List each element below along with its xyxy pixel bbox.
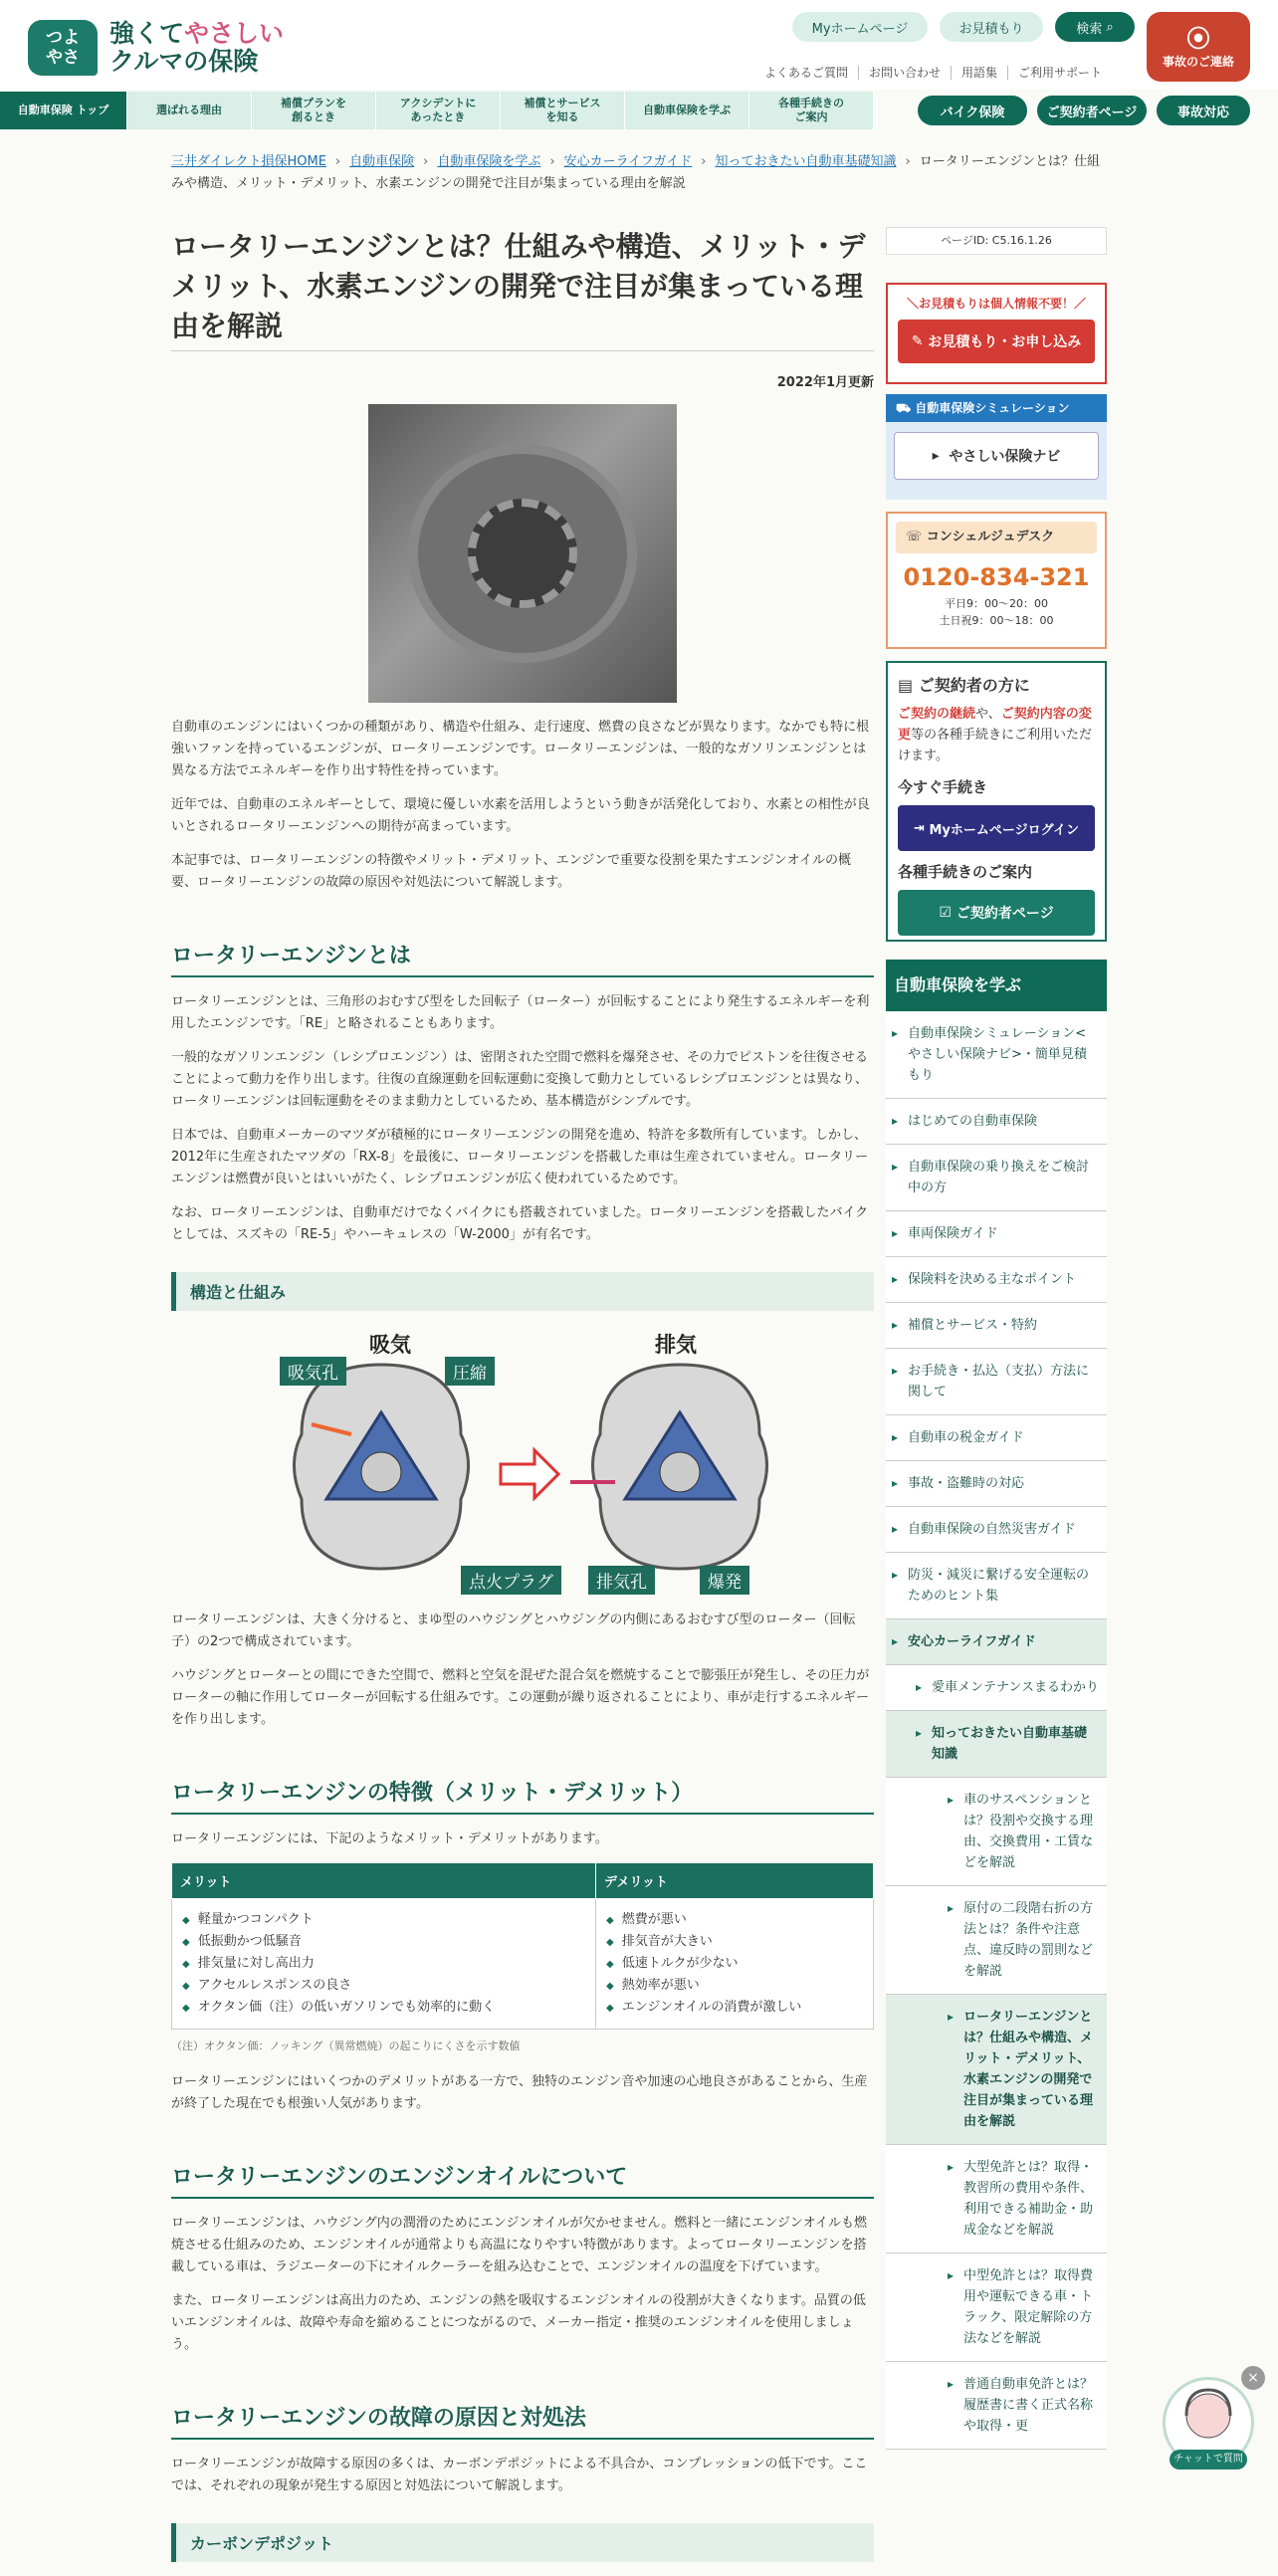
diagram-exhaust-title: 排気	[655, 1333, 697, 1357]
learn-item-switch[interactable]: ▸ 自動車保険の乗り換えをご検討中の方	[886, 1145, 1107, 1211]
basics-item-medium-license[interactable]: ▸ 中型免許とは？取得費用や運転できる車・トラック、限定解除の方法などを解説	[886, 2254, 1107, 2362]
faq-link[interactable]: よくあるご質問	[764, 66, 849, 80]
intro-paragraph-2: 近年では、自動車のエネルギーとして、環境に優しい水素を活用しようという動きが活発化しており、水素との相性が良いとされるロータリーエンジンへの期待が高まっています。	[171, 797, 870, 834]
myhome-button[interactable]: Myホームページ	[792, 12, 928, 42]
diagram-label-exhaust-port: 排気孔	[588, 1566, 655, 1595]
breadcrumb-current: ロータリーエンジンとは？仕組みや構造、メリット・デメリット、水素エンジンの開発で注目が集まっている理由を解説	[171, 154, 1101, 191]
breadcrumb-learn[interactable]: 自動車保険を学ぶ	[437, 154, 541, 169]
demerit-item: ◆ エンジンオイルの消費が激しい	[606, 1997, 863, 2019]
glossary-link[interactable]: 用語集	[951, 66, 1007, 80]
learn-item-tax[interactable]: ▸ 自動車の税金ガイド	[886, 1415, 1107, 1461]
edit-icon: ✎	[911, 333, 929, 349]
simulation-box	[886, 394, 1107, 500]
learn-item-theft[interactable]: ▸ 事故・盗難時の対応	[886, 1461, 1107, 1507]
breadcrumb: 三井ダイレクト損保HOME › 自動車保険 › 自動車保険を学ぶ › 安心カーライフガイド › 知っておきたい自動車基礎知識 › ロータリーエンジンとは？仕組みや構造、メリット・デメリット、水素エンジンの開発で注目が集まっている理由を解説	[171, 154, 1101, 191]
search-button[interactable]	[1055, 12, 1135, 42]
estimate-apply-label: お見積もり・お申し込み	[928, 334, 1082, 350]
nav-item-plan[interactable]: 補償プランを 創るとき	[252, 92, 376, 129]
site-header	[0, 0, 1278, 90]
learn-item-guide[interactable]: ▸ 安心カーライフガイド	[886, 1619, 1107, 1665]
contact-link[interactable]: お問い合わせ	[858, 66, 951, 80]
insurance-navi-label: やさしい保険ナビ	[949, 449, 1061, 465]
estimate-box	[886, 283, 1107, 384]
octane-note: （注）オクタン価：ノッキング（異常燃焼）の起こりにくさを示す数値	[171, 2039, 521, 2052]
what-paragraph-2: 一般的なガソリンエンジン（レシプロエンジン）は、密閉された空間で燃料を爆発させ、その力でピストンを往復させることによって動力を作り出します。往復の直線運動を回転運動に変換して動力としているレシプロエンジンとは異なり、ロータリーエンジンは回転運動をそのまま動力としているため、基本構造がシンプルです。	[171, 1050, 868, 1109]
myhome-login-label: Myホームページログイン	[929, 822, 1079, 838]
features-lead: ロータリーエンジンには、下記のようなメリット・デメリットがあります。	[171, 1831, 608, 1846]
diagram-label-spark-plug: 点火プラグ	[461, 1566, 561, 1595]
learn-item-payment[interactable]: ▸ お手続き・払込（支払）方法に関して	[886, 1349, 1107, 1415]
change-text: ご契約内容の変更	[898, 707, 1092, 743]
learn-item-safety[interactable]: ▸ 防災・減災に繋げる安全運転のためのヒント集	[886, 1553, 1107, 1619]
diagram-label-intake-port: 吸気孔	[280, 1357, 346, 1386]
merit-demerit-table	[171, 1862, 874, 2030]
estimate-caption: ＼お見積もりは個人情報不要！／	[906, 297, 1086, 311]
concierge-label: コンシェルジュデスク	[926, 530, 1055, 544]
engine-diagram-svg	[272, 1325, 773, 1596]
document-icon: ▤	[898, 676, 919, 695]
myhome-login-button[interactable]	[898, 805, 1095, 851]
intro-paragraph-3: 本記事では、ロータリーエンジンの特徴やメリット・デメリット、エンジンで重要な役割を果たすエンジンオイルの概要、ロータリーエンジンの故障の原因や対処法について解説します。	[171, 853, 852, 890]
procedure-guide-heading: 各種手続きのご案内	[898, 863, 1033, 881]
renewal-text: ご契約の継続	[898, 707, 976, 722]
chat-label: チャットで質問	[1170, 2450, 1247, 2469]
breadcrumb-guide[interactable]: 安心カーライフガイド	[563, 154, 693, 169]
phone-number[interactable]: 0120-834-321	[903, 563, 1090, 591]
updated-date: 2022年1月更新	[776, 375, 874, 390]
features-after: ロータリーエンジンにはいくつかのデメリットがある一方で、独特のエンジン音や加速の心地良さがあることから、生産が終了した現在でも根強い人気があります。	[171, 2074, 868, 2111]
policyholder-page-label: ご契約者ページ	[956, 906, 1054, 922]
arrow-right-icon: ▸	[932, 448, 950, 464]
policyholder-text-tail: 等の各種手続きにご利用いただけます。	[898, 728, 1093, 763]
intro-paragraph-1: 自動車のエンジンにはいくつかの種類があり、構造や仕組み、走行速度、燃費の良さなどが異なります。なかでも特に根強いファンを持っているエンジンが、ロータリーエンジンです。ロータリーエンジンは、一般的なガソリンエンジンとは異なる方法でエネルギーを作り出す特性を持っています。	[171, 720, 870, 778]
car-icon: ⛟	[896, 401, 916, 415]
basics-item-suspension[interactable]: ▸ 車のサスペンションとは？役割や交換する理由、交換費用・工賃などを解説	[886, 1778, 1107, 1886]
structure-paragraph-2: ハウジングとローターとの間にできた空間で、燃料と空気を混ぜた混合気を燃焼することで膨張圧が発生し、その圧力がローターの軸に作用してローターが回転する仕組みです。この運動が繰り返されることにより、車が走行するエネルギーを作り出します。	[171, 1668, 870, 1727]
basics-item-moped[interactable]: ▸ 原付の二段階右折の方法とは？条件や注意点、違反時の罰則などを解説	[886, 1886, 1107, 1995]
breadcrumb-basics[interactable]: 知っておきたい自動車基礎知識	[715, 154, 897, 169]
learn-menu-heading: 自動車保険を学ぶ	[886, 960, 1107, 1011]
learn-item-vehicle[interactable]: ▸ 車両保険ガイド	[886, 1211, 1107, 1257]
breadcrumb-auto[interactable]: 自動車保険	[349, 154, 415, 169]
merit-item: ◆ 低振動かつ低騒音	[182, 1931, 585, 1953]
trouble-paragraph: ロータリーエンジンが故障する原因の多くは、カーボンデポジットによる不具合か、コンプレッションの低下です。ここでは、それぞれの現象が発生する原因と対処法について解説します。	[171, 2457, 868, 2493]
diagram-label-explosion: 爆発	[700, 1566, 749, 1595]
basics-item-regular-license[interactable]: ▸ 普通自動車免許とは？履歴書に書く正式名称や取得・更	[886, 2362, 1107, 2450]
basics-item-rotary-current[interactable]: ▸ ロータリーエンジンとは？仕組みや構造、メリット・デメリット、水素エンジンの開発で注目が集まっている理由を解説	[886, 1995, 1107, 2145]
login-icon: ⇥	[914, 820, 930, 836]
what-paragraph-3: 日本では、自動車メーカーのマツダが積極的にロータリーエンジンの開発を進め、特許を多数所有しています。しかし、2012年に生産されたマツダの「RX-8」を最後に、ロータリーエンジンを搭載した車は生産されていません。ロータリーエンジンは燃費が良いとはいいがたく、レシプロエンジンが広く使われているためです。	[171, 1128, 868, 1186]
accident-response-button[interactable]: 事故対応	[1157, 96, 1250, 125]
nav-item-accident[interactable]: アクシデントに あったとき	[376, 92, 501, 129]
operator-avatar-icon	[1166, 2380, 1251, 2450]
learn-item-coverage[interactable]: ▸ 補償とサービス・特約	[886, 1303, 1107, 1349]
demerit-item: ◆ 排気音が大きい	[606, 1931, 863, 1953]
article	[171, 227, 874, 2576]
demerit-item: ◆ 燃費が悪い	[606, 1909, 863, 1931]
what-paragraph-1: ロータリーエンジンとは、三角形のおむすび型をした回転子（ローター）が回転することにより発生するエネルギーを利用したエンジンです。「RE」と略されることもあります。	[171, 994, 870, 1031]
simulation-heading-label: 自動車保険シミュレーション	[915, 401, 1070, 415]
accident-contact-button[interactable]	[1147, 12, 1250, 82]
section-heading-features: ロータリーエンジンの特徴（メリット・デメリット）	[171, 1779, 874, 1815]
nav-item-top[interactable]: 自動車保険 トップ	[0, 92, 127, 129]
brand-name	[109, 20, 284, 76]
weekday-hours: 平日9：00～20：00	[945, 597, 1048, 610]
diagram-intake-title: 吸気	[369, 1333, 411, 1357]
sidebar	[886, 227, 1107, 2450]
brand-line1-a: 強くて	[109, 19, 185, 48]
connector-text: や、	[975, 707, 1001, 722]
merit-item: ◆ 軽量かつコンパクト	[182, 1909, 585, 1931]
demerit-cell	[596, 1899, 874, 2030]
basics-item-large-license[interactable]: ▸ 大型免許とは？取得・教習所の費用や条件、利用できる補助金・助成金などを解説	[886, 2145, 1107, 2254]
section-heading-trouble: ロータリーエンジンの故障の原因と対処法	[171, 2404, 874, 2440]
bike-insurance-button[interactable]: バイク保険	[918, 96, 1027, 125]
brand-line2: クルマの保険	[109, 47, 259, 76]
merit-header: メリット	[172, 1863, 596, 1899]
guide-item-basics[interactable]: ▸ 知っておきたい自動車基礎知識	[886, 1711, 1107, 1778]
phone-icon: ☏	[906, 530, 927, 544]
search-icon: ⌕	[1106, 19, 1114, 35]
learn-item-premium[interactable]: ▸ 保険料を決める主なポイント	[886, 1257, 1107, 1303]
utility-links	[754, 64, 1112, 81]
oil-paragraph-2: また、ロータリーエンジンは高出力のため、エンジンの熱を吸収するエンジンオイルの役割が大きくなります。品質の低いエンジンオイルは、故障や寿命を縮めることにつながるので、メーカー指定・推奨のエンジンオイルを使用しましょう。	[171, 2293, 866, 2352]
logo-badge	[28, 20, 98, 76]
engine-diagram	[272, 1325, 773, 1596]
checklist-icon: ☑	[939, 905, 957, 921]
rotary-engine-photo	[368, 404, 677, 703]
merit-item: ◆ 排気量に対し高出力	[182, 1953, 585, 1975]
support-link[interactable]: ご利用サポート	[1007, 66, 1112, 80]
global-nav	[0, 92, 1278, 129]
policyholder-page-button[interactable]: ご契約者ページ	[1037, 96, 1147, 125]
estimate-pill-button[interactable]: お見積もり	[940, 12, 1043, 42]
nav-bar	[0, 92, 874, 129]
simulation-heading	[886, 394, 1107, 422]
policyholder-title-label: ご契約者の方に	[918, 676, 1030, 695]
demerit-item: ◆ 低速トルクが少ない	[606, 1953, 863, 1975]
learn-menu	[886, 1011, 1107, 2450]
merit-item: ◆ アクセルレスポンスの良さ	[182, 1975, 585, 1997]
nav-item-learn[interactable]: 自動車保険を学ぶ	[625, 92, 749, 129]
oil-paragraph-1: ロータリーエンジンは、ハウジング内の潤滑のためにエンジンオイルが欠かせません。燃料と一緒にエンジンオイルも燃焼させる仕組みのため、エンジンオイルが通常よりも高温になりやすい特徴があります。よってロータリーエンジンを搭載している車は、ラジエーターの下にオイルクーラーを組み込むことで、エンジンオイルの温度を下げています。	[171, 2216, 867, 2274]
concierge-heading	[896, 522, 1097, 553]
logo-badge-bottom: やさ	[46, 48, 80, 68]
alert-icon: ⦿	[1186, 24, 1210, 53]
learn-item-disaster[interactable]: ▸ 自動車保険の自然災害ガイド	[886, 1507, 1107, 1553]
search-label: 検索	[1076, 21, 1103, 37]
policyholder-text	[898, 704, 1095, 766]
nav-item-reasons[interactable]: 選ばれる理由	[127, 92, 252, 129]
logo-badge-top: つよ	[46, 28, 80, 48]
chat-close-icon[interactable]: ×	[1241, 2366, 1265, 2390]
breadcrumb-home[interactable]: 三井ダイレクト損保HOME	[171, 154, 326, 169]
demerit-header: デメリット	[596, 1863, 874, 1899]
concierge-box	[886, 512, 1107, 649]
merit-item: ◆ オクタン価（注）の低いガソリンでも効率的に動く	[182, 1997, 585, 2019]
learn-item-simulation[interactable]: ▸ 自動車保険シミュレーション<やさしい保険ナビ>・簡単見積もり	[886, 1011, 1107, 1099]
policyholder-title	[898, 673, 1095, 696]
guide-item-maintenance[interactable]: ▸ 愛車メンテナンスまるわかり	[886, 1665, 1107, 1711]
subheading-carbon: カーボンデポジット	[171, 2523, 874, 2562]
merit-cell	[172, 1899, 596, 2030]
weekend-hours: 土日祝9：00～18：00	[939, 614, 1054, 627]
immediate-procedure-heading: 今すぐ手続き	[898, 778, 988, 796]
policyholder-box	[886, 661, 1107, 942]
nav-item-services[interactable]: 補償とサービス を知る	[501, 92, 625, 129]
learn-item-first[interactable]: ▸ はじめての自動車保険	[886, 1099, 1107, 1145]
section-heading-what: ロータリーエンジンとは	[171, 942, 874, 977]
diagram-label-compression: 圧縮	[445, 1357, 495, 1386]
brand-line1-b: やさしい	[184, 19, 285, 48]
subheading-structure: 構造と仕組み	[171, 1272, 874, 1311]
estimate-apply-button[interactable]	[898, 320, 1095, 363]
what-paragraph-4: なお、ロータリーエンジンは、自動車だけでなくバイクにも搭載されていました。ロータリーエンジンを搭載したバイクとしては、スズキの「RE-5」やハーキュレスの「W-2000」が有名です。	[171, 1205, 869, 1242]
structure-paragraph-1: ロータリーエンジンは、大きく分けると、まゆ型のハウジングとハウジングの内側にあるおむすび型のローター（回転子）の2つで構成されています。	[171, 1612, 856, 1649]
demerit-item: ◆ 熱効率が悪い	[606, 1975, 863, 1997]
chat-widget[interactable]	[1163, 2370, 1259, 2469]
page-id: ページID: C5.16.1.26	[886, 227, 1107, 255]
site-logo[interactable]	[28, 20, 284, 76]
accident-label: 事故のご連絡	[1162, 54, 1234, 69]
section-heading-oil: ロータリーエンジンのエンジンオイルについて	[171, 2163, 874, 2199]
policyholder-page-sidebar-button[interactable]	[898, 890, 1095, 936]
insurance-navi-button[interactable]	[894, 432, 1099, 480]
nav-item-procedures[interactable]: 各種手続きの ご案内	[749, 92, 874, 129]
page-title: ロータリーエンジンとは？仕組みや構造、メリット・デメリット、水素エンジンの開発で注目が集まっている理由を解説	[171, 227, 874, 351]
